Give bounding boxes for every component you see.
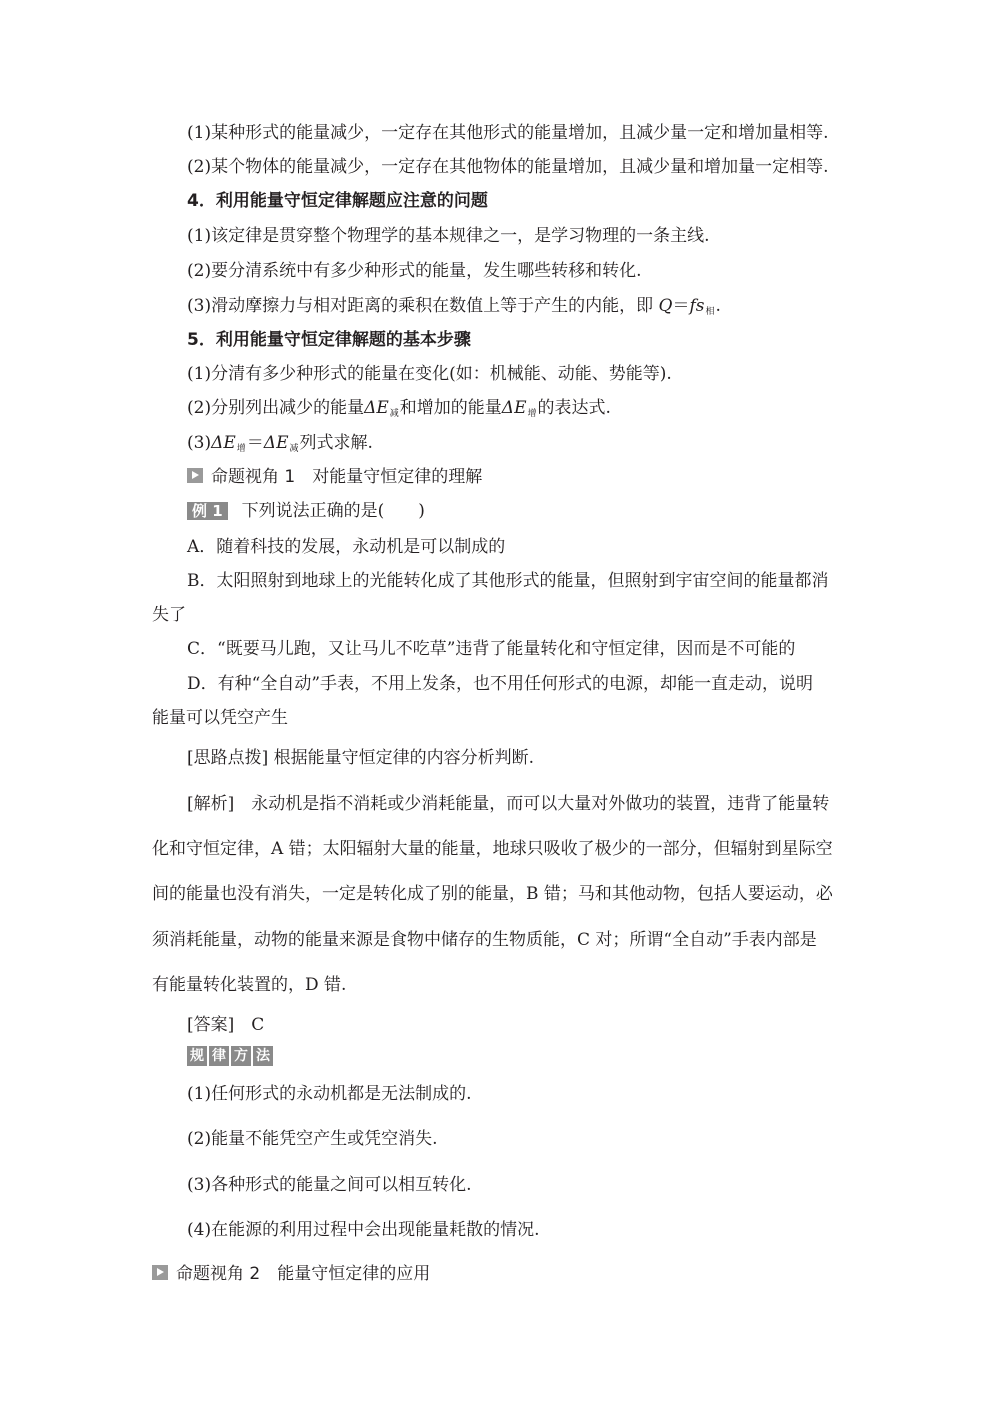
badge-char: 法: [253, 1046, 273, 1066]
play-icon: [187, 468, 203, 483]
angle-heading-1: [187, 466, 482, 488]
equals: ＝: [672, 296, 690, 316]
period: .: [715, 296, 721, 316]
var-q: Q: [658, 296, 673, 316]
angle-title: 命题视角 1 对能量守恒定律的理解: [211, 467, 483, 487]
analysis-line: 化和守恒定律，A 错；太阳辐射大量的能量，地球只吸收了极少的一部分，但辐射到星际空: [152, 839, 833, 859]
text: 列式求解.: [299, 433, 373, 453]
answer-line: [答案] C: [187, 1015, 265, 1035]
text-line: (2)某个物体的能量减少，一定存在其他物体的能量增加，且减少量和增加量一定相等.: [187, 157, 829, 177]
var-fs: fs: [689, 296, 705, 316]
angle-title: 命题视角 2 能量守恒定律的应用: [176, 1264, 431, 1284]
text-line: (1)分清有多少种形式的能量在变化(如：机械能、动能、势能等).: [187, 364, 672, 384]
option-a: A．随着科技的发展，永动机是可以制成的: [187, 537, 506, 557]
option-d-cont: 能量可以凭空产生: [152, 708, 288, 728]
analysis-line: 须消耗能量，动物的能量来源是食物中储存的生物质能，C 对；所谓“全自动”手表内部是: [152, 930, 817, 950]
rule-line: (4)在能源的利用过程中会出现能量耗散的情况.: [187, 1220, 540, 1240]
text: 和增加的能量: [399, 398, 502, 418]
rule-line: (3)各种形式的能量之间可以相互转化.: [187, 1175, 472, 1195]
option-d: D．有种“全自动”手表，不用上发条，也不用任何形式的电源，却能一直走动，说明: [187, 674, 814, 694]
option-c: C．“既要马儿跑，又让马儿不吃草”违背了能量转化和守恒定律，因而是不可能的: [187, 639, 796, 659]
badge-char: 方: [231, 1046, 251, 1066]
text: (2)分别列出减少的能量: [187, 398, 365, 418]
text-line: (1)该定律是贯穿整个物理学的基本规律之一，是学习物理的一条主线.: [187, 226, 710, 246]
formula-line: [187, 295, 721, 320]
delta-e: ΔE: [263, 433, 289, 453]
subscript: 相: [705, 307, 715, 317]
rule-line: (2)能量不能凭空产生或凭空消失.: [187, 1129, 438, 1149]
text: (3)滑动摩擦力与相对距离的乘积在数值上等于产生的内能，即: [187, 296, 654, 316]
subscript: 增: [527, 409, 537, 419]
text-line: (2)要分清系统中有多少种形式的能量，发生哪些转移和转化.: [187, 261, 642, 281]
equals: ＝: [246, 433, 264, 453]
rule-line: (1)任何形式的永动机都是无法制成的.: [187, 1084, 472, 1104]
example-stem: [187, 500, 425, 522]
badge-char: 律: [209, 1046, 229, 1066]
subscript: 增: [236, 444, 246, 454]
text: (3): [187, 433, 212, 453]
delta-e: ΔE: [501, 398, 527, 418]
angle-heading-2: [152, 1263, 430, 1285]
text-line: (1)某种形式的能量减少，一定存在其他形式的能量增加，且减少量一定和增加量相等.: [187, 123, 829, 143]
analysis-line: 间的能量也没有消失，一定是转化成了别的能量，B 错；马和其他动物，包括人要运动，必: [152, 884, 833, 904]
badge-char: 规: [187, 1046, 207, 1066]
stem-text: 下列说法正确的是( ): [241, 501, 425, 521]
option-b: B．太阳照射到地球上的光能转化成了其他形式的能量，但照射到宇宙空间的能量都消: [187, 571, 829, 591]
rule-method-badge: [187, 1046, 273, 1066]
formula-line: [187, 397, 611, 422]
subscript: 减: [289, 444, 299, 454]
subscript: 减: [389, 409, 399, 419]
delta-e: ΔE: [211, 433, 236, 453]
formula-line: [187, 432, 373, 457]
analysis-line: 有能量转化装置的，D 错.: [152, 975, 347, 995]
option-b-cont: 失了: [152, 605, 186, 625]
text: 的表达式.: [537, 398, 611, 418]
delta-e: ΔE: [364, 398, 389, 418]
section-heading: 4．利用能量守恒定律解题应注意的问题: [187, 191, 488, 211]
example-badge: 例 1: [187, 502, 228, 520]
analysis-line: [解析] 永动机是指不消耗或少消耗能量，而可以大量对外做功的装置，违背了能量转: [187, 794, 830, 814]
section-heading: 5．利用能量守恒定律解题的基本步骤: [187, 330, 471, 350]
hint-line: [思路点拨] 根据能量守恒定律的内容分析判断.: [187, 748, 535, 768]
play-icon: [152, 1265, 168, 1280]
